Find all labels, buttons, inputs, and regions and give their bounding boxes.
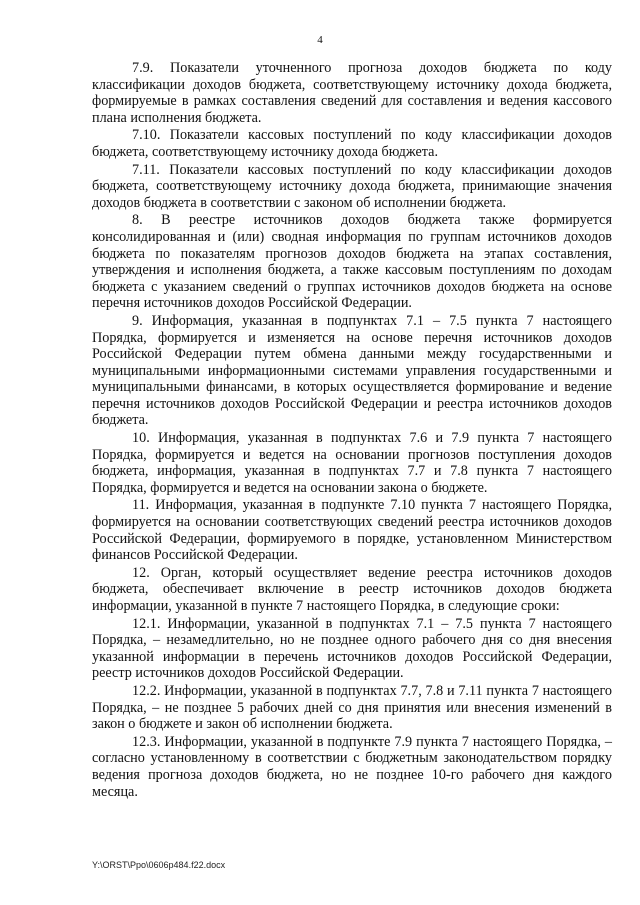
paragraph-12-2: 12.2. Информации, указанной в подпунктах 7.7, 7.8 и 7.11 пункта 7 настоящего Порядка, – не позднее 5 рабочих дней со дня принятия или внесения изменений в закон о бюджете и закон об исполнении бюджета. (92, 682, 612, 733)
footer-file-path: Y:\ORST\Ppo\0606p484.f22.docx (92, 860, 226, 870)
page-number: 4 (317, 34, 323, 46)
paragraph-12-1: 12.1. Информации, указанной в подпунктах 7.1 – 7.5 пункта 7 настоящего Порядка, – незамедлительно, но не позднее одного рабочего дня со дня внесения указанной информации в перечень источников доходов Российской Федерации, реестр источников доходов Российской Федерации. (92, 615, 612, 682)
paragraph-12: 12. Орган, который осуществляет ведение реестра источников доходов бюджета, обеспечивает включение в реестр источников доходов бюджета информации, указанной в пункте 7 настоящего Порядка, в следующие сроки: (92, 564, 612, 614)
document-body (92, 60, 612, 801)
paragraph-10: 10. Информация, указанная в подпунктах 7.6 и 7.9 пункта 7 настоящего Порядка, формируется и ведется на основании прогнозов поступления доходов бюджета, информация, указанная в подпунктах 7.7 и 7.8 пункта 7 настоящего Порядка, формируется и ведется на основании закона о бюджете. (92, 430, 612, 496)
paragraph-7-11: 7.11. Показатели кассовых поступлений по коду классификации доходов бюджета, соответствующему источнику дохода бюджета, принимающие значения доходов бюджета в соответствии с законом об исполнении бюджета. (92, 161, 612, 211)
paragraph-8: 8. В реестре источников доходов бюджета также формируется консолидированная и (или) сводная информация по группам источников доходов бюджета по показателям прогнозов доходов бюджета на этапах составления, утверждения и исполнения бюджета, а также кассовым поступлениям по доходам бюджета с указанием сведений о группах источников доходов бюджета на основе перечня источников доходов Российской Федерации. (92, 212, 612, 312)
paragraph-12-3: 12.3. Информации, указанной в подпункте 7.9 пункта 7 настоящего Порядка, – согласно установленному в соответствии с бюджетным законодательством порядку ведения прогноза доходов бюджета, но не позднее 10-го рабочего дня каждого месяца. (92, 733, 612, 800)
paragraph-7-9: 7.9. Показатели уточненного прогноза доходов бюджета по коду классификации доходов бюджета, соответствующему источнику дохода бюджета, формируемые в рамках составления сведений для составления и ведения кассового плана исполнения бюджета. (92, 60, 612, 126)
paragraph-9: 9. Информация, указанная в подпунктах 7.1 – 7.5 пункта 7 настоящего Порядка, формируется и изменяется на основе перечня источников доходов Российской Федерации путем обмена данными между государственными и муниципальными информационными системами управления государственными и муниципальными финансами, в которых осуществляется формирование и ведение перечня источников доходов Российской Федерации и реестра источников доходов бюджета. (92, 312, 612, 429)
paragraph-7-10: 7.10. Показатели кассовых поступлений по коду классификации доходов бюджета, соответствующему источнику дохода бюджета. (92, 127, 612, 160)
paragraph-11: 11. Информация, указанная в подпункте 7.10 пункта 7 настоящего Порядка, формируется на основании соответствующих сведений реестра источников доходов Российской Федерации, формируемого в порядке, установленном Министерством финансов Российской Федерации. (92, 497, 612, 564)
